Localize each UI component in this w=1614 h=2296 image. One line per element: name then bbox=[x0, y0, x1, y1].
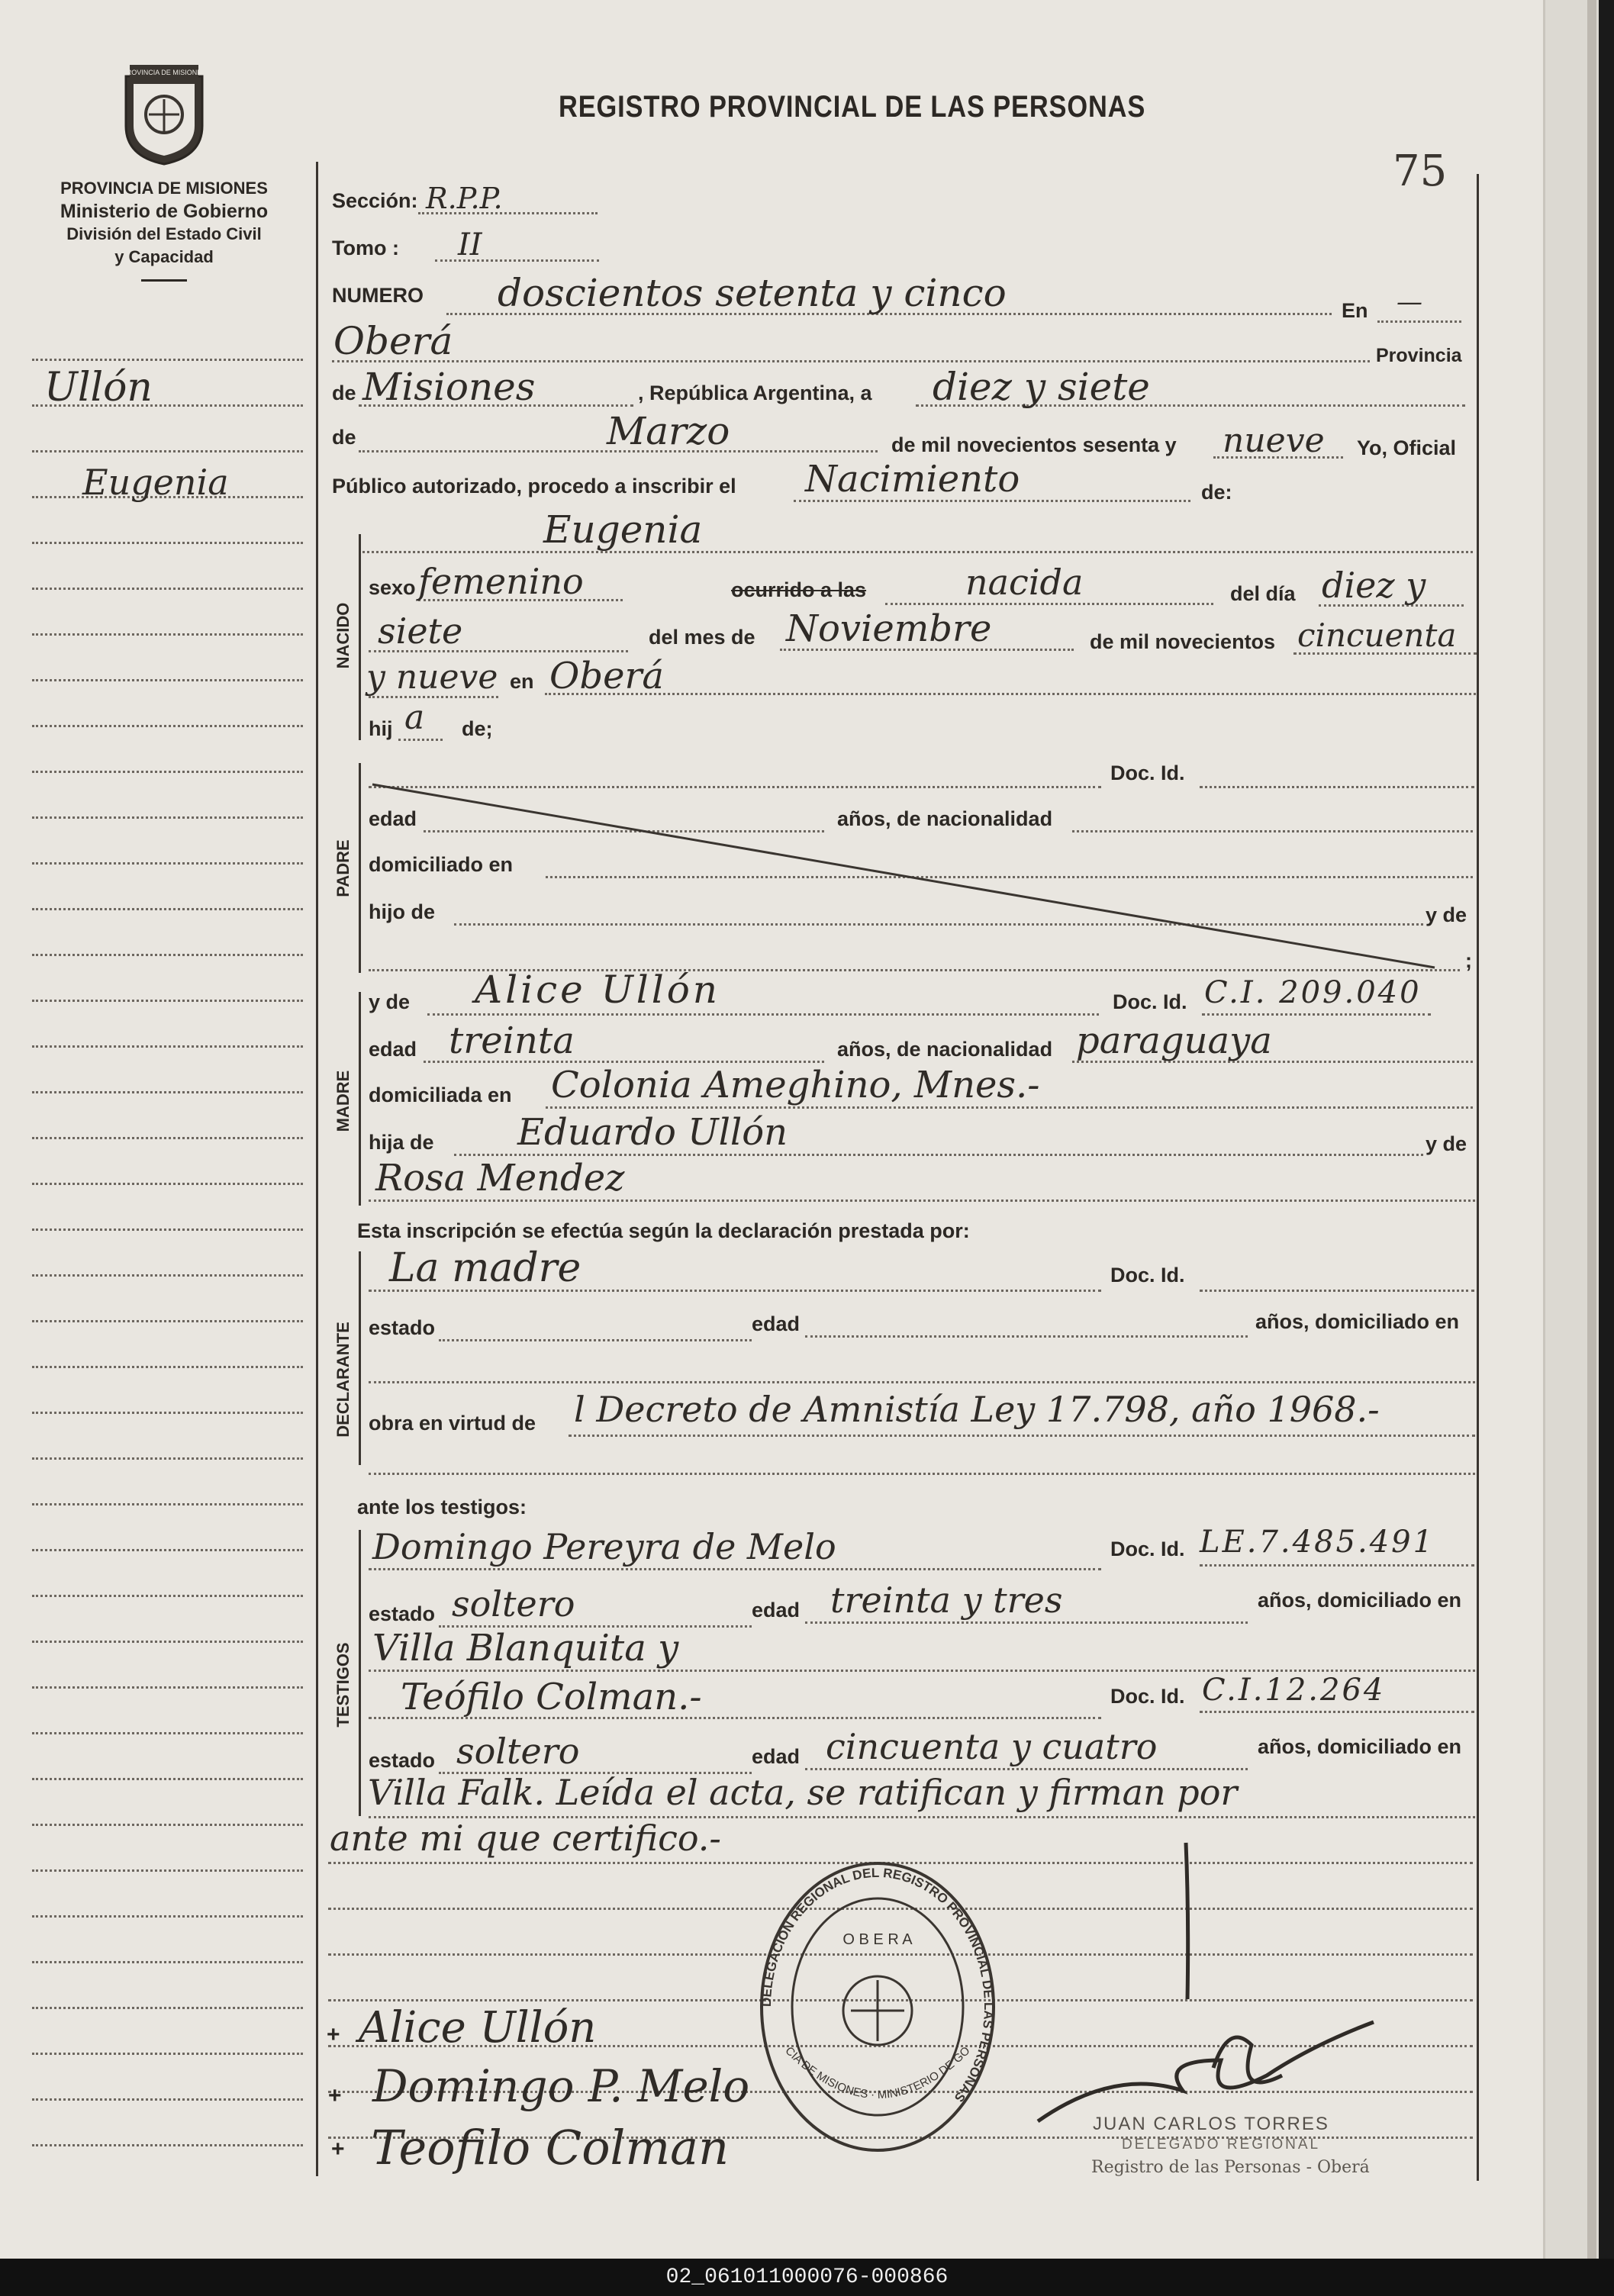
madre-edad-label: edad bbox=[369, 1038, 417, 1061]
act-value: Nacimiento bbox=[805, 458, 1020, 501]
w1-doc-value: LE.7.485.491 bbox=[1200, 1525, 1435, 1560]
madre-name-value: Alice Ullón bbox=[475, 968, 721, 1012]
madre-bracket bbox=[359, 992, 361, 1206]
official-title: DELEGADO REGIONAL bbox=[1122, 2137, 1321, 2153]
declarante-edad-line bbox=[805, 1335, 1248, 1338]
dia-value-2: siete bbox=[378, 610, 463, 652]
padre-edad-label: edad bbox=[369, 807, 417, 830]
sig-plus-3: + bbox=[331, 2137, 345, 2162]
w1-estado-label: estado bbox=[369, 1602, 436, 1625]
margin-ruled-line bbox=[32, 2098, 303, 2101]
testigos-label: TESTIGOS bbox=[333, 1642, 353, 1728]
w1-estado-value: soltero bbox=[452, 1583, 575, 1625]
margin-ruled-line bbox=[32, 1915, 303, 1918]
margin-ruled-line bbox=[32, 1274, 303, 1277]
declarante-estado-label: estado bbox=[369, 1316, 436, 1339]
margin-ruled-line bbox=[32, 725, 303, 727]
svg-text:O B E R A: O B E R A bbox=[842, 1931, 913, 1948]
issuer-line-4: y Capacidad bbox=[114, 247, 214, 266]
declarante-estado-line bbox=[439, 1339, 752, 1341]
nacido-bracket bbox=[359, 534, 361, 740]
province-value: Misiones bbox=[362, 365, 536, 409]
margin-ruled-line bbox=[32, 1732, 303, 1734]
declarante-dom-line bbox=[369, 1381, 1475, 1383]
madre-nacionalidad-label: años, de nacionalidad bbox=[837, 1038, 1053, 1061]
padre-yde-label: y de bbox=[1426, 903, 1467, 926]
year-label: de mil novecientos sesenta y bbox=[891, 433, 1177, 456]
margin-ruled-line bbox=[32, 1137, 303, 1139]
de-colon: de: bbox=[1201, 481, 1232, 504]
testigos-bracket bbox=[359, 1530, 361, 1816]
margin-ruled-line bbox=[32, 1869, 303, 1872]
city-value: Oberá bbox=[333, 319, 453, 363]
w2-estado-label: estado bbox=[369, 1749, 436, 1772]
publico-label: Público autorizado, procedo a inscribir el bbox=[332, 475, 736, 498]
signature-3: Teofilo Colman bbox=[371, 2120, 730, 2175]
day-value: diez y siete bbox=[933, 365, 1150, 409]
margin-ruled-line bbox=[32, 542, 303, 544]
madre-label: MADRE bbox=[333, 1070, 353, 1132]
sexo-value: femenino bbox=[418, 561, 584, 602]
margin-ruled-line bbox=[32, 1503, 303, 1505]
document-title: REGISTRO PROVINCIAL DE LAS PERSONAS bbox=[559, 90, 1146, 124]
margin-ruled-line bbox=[32, 1549, 303, 1551]
margin-ruled-line bbox=[32, 1320, 303, 1322]
republica-label: , República Argentina, a bbox=[638, 382, 872, 404]
ocurrido-label: ocurrido a las bbox=[731, 578, 867, 601]
margin-ruled-line bbox=[32, 2007, 303, 2009]
margin-ruled-line bbox=[32, 1595, 303, 1597]
issuer-underline bbox=[141, 279, 187, 282]
w1-dom-line bbox=[369, 1670, 1475, 1672]
margin-ruled-line bbox=[32, 1183, 303, 1185]
en-label: En bbox=[1342, 299, 1368, 322]
w1-dom-label: años, domiciliado en bbox=[1258, 1589, 1462, 1612]
margin-ruled-line bbox=[32, 588, 303, 590]
declarante-bracket bbox=[359, 1251, 361, 1465]
w2-estado-value: soltero bbox=[456, 1731, 580, 1772]
w1-edad-label: edad bbox=[752, 1599, 801, 1621]
issuer-line-3: División del Estado Civil bbox=[66, 224, 262, 243]
provincia-label: Provincia bbox=[1376, 345, 1462, 366]
numero-label: NUMERO bbox=[332, 284, 424, 307]
madre-domicilio-value: Colonia Ameghino, Mnes.- bbox=[551, 1064, 1040, 1106]
padre-semicolon: ; bbox=[1465, 949, 1472, 972]
mes-label: del mes de bbox=[649, 626, 755, 649]
testigos-intro: ante los testigos: bbox=[357, 1496, 527, 1518]
madre-yde-label: y de bbox=[369, 990, 411, 1013]
name-line bbox=[359, 551, 1473, 553]
hija-label: hij bbox=[369, 717, 393, 740]
oficial-label: Yo, Oficial bbox=[1357, 436, 1457, 459]
margin-ruled-line bbox=[32, 450, 303, 452]
margin-ruled-line bbox=[32, 679, 303, 681]
margin-ruled-line bbox=[32, 816, 303, 819]
issuer-line-1: PROVINCIA DE MISIONES bbox=[60, 179, 268, 198]
margin-ruled-line bbox=[32, 954, 303, 956]
margin-ruled-line bbox=[32, 862, 303, 865]
en-line bbox=[1377, 320, 1461, 323]
seccion-label: Sección: bbox=[332, 189, 418, 212]
margin-ruled-line bbox=[32, 1778, 303, 1780]
hija-value: a bbox=[404, 698, 425, 737]
w1-edad-line bbox=[805, 1621, 1248, 1624]
padre-nacionalidad-label: años, de nacionalidad bbox=[837, 807, 1053, 830]
padre-bracket bbox=[359, 763, 361, 973]
declarante-intro: Esta inscripción se efectúa según la declaración prestada por: bbox=[357, 1219, 970, 1242]
w1-name-value: Domingo Pereyra de Melo bbox=[372, 1526, 836, 1567]
nacido-year-value-2: y nueve bbox=[366, 658, 498, 697]
month-value: Marzo bbox=[607, 409, 730, 453]
declarante-edad-label: edad bbox=[752, 1312, 801, 1335]
madre-mother-line bbox=[369, 1200, 1475, 1202]
declarante-dom-label: años, domiciliado en bbox=[1255, 1310, 1460, 1333]
signature-2: Domingo P. Melo bbox=[372, 2060, 750, 2112]
w2-doc-value: C.I.12.264 bbox=[1202, 1673, 1386, 1708]
madre-name-line bbox=[427, 1013, 1099, 1016]
w1-dom-value: Villa Blanquita y bbox=[372, 1627, 679, 1670]
madre-hija-line bbox=[454, 1154, 1423, 1156]
obra-value: l Decreto de Amnistía Ley 17.798, año 1968.- bbox=[574, 1389, 1380, 1430]
place-value: Oberá bbox=[549, 655, 665, 697]
pen-stroke bbox=[1175, 1839, 1198, 2007]
dia-label: del día bbox=[1230, 582, 1296, 605]
margin-ruled-line bbox=[32, 1045, 303, 1048]
place-line bbox=[545, 693, 1476, 695]
nacido-year-value: cincuenta bbox=[1297, 617, 1457, 654]
official-seal bbox=[755, 1854, 1000, 2159]
margin-ruled-line bbox=[32, 1000, 303, 1002]
official-office: Registro de las Personas - Oberá bbox=[1091, 2158, 1370, 2177]
madre-doc-label: Doc. Id. bbox=[1113, 990, 1187, 1013]
binding-edge bbox=[1587, 0, 1596, 2259]
padre-doc-label: Doc. Id. bbox=[1110, 762, 1185, 784]
signature-1: Alice Ullón bbox=[359, 2003, 597, 2053]
hija-de-label: de; bbox=[462, 717, 493, 740]
margin-ruled-line bbox=[32, 1686, 303, 1689]
margin-ruled-line bbox=[32, 1366, 303, 1368]
page-number: 75 bbox=[1393, 147, 1448, 196]
ocurrido-value: nacida bbox=[965, 562, 1084, 603]
madre-father-value: Eduardo Ullón bbox=[517, 1111, 788, 1154]
margin-ruled-line bbox=[32, 1229, 303, 1231]
w1-doc-line bbox=[1200, 1564, 1474, 1567]
svg-text:PROVINCIA DE MISIONES · MINIST: CIA DE MISIONES · MINISTERIO DE GO bbox=[782, 2044, 973, 2102]
madre-doc-value: C.I. 209.040 bbox=[1204, 975, 1422, 1010]
hija-line bbox=[398, 739, 443, 741]
obra-label: obra en virtud de bbox=[369, 1412, 536, 1435]
mil-label: de mil novecientos bbox=[1090, 630, 1276, 653]
city-line bbox=[332, 360, 1370, 362]
margin-ruled-line bbox=[32, 1961, 303, 1963]
madre-dom-line bbox=[546, 1106, 1473, 1109]
en-value: — bbox=[1397, 287, 1422, 317]
svg-text:PROVINCIA DE MISIONES: PROVINCIA DE MISIONES bbox=[121, 69, 207, 76]
madre-domiciliada-label: domiciliada en bbox=[369, 1084, 512, 1106]
province-crest bbox=[114, 61, 214, 168]
image-code-footer: 02_061011000076-000866 bbox=[0, 2259, 1614, 2296]
nacido-en-label: en bbox=[510, 670, 534, 693]
declarante-doc-label: Doc. Id. bbox=[1110, 1264, 1185, 1286]
madre-yde2-label: y de bbox=[1426, 1132, 1467, 1155]
sig-plus-2: + bbox=[328, 2083, 342, 2108]
mes-value: Noviembre bbox=[786, 607, 992, 650]
madre-nacionalidad-value: paraguaya bbox=[1076, 1019, 1272, 1062]
margin-ruled-line bbox=[32, 2053, 303, 2055]
margin-ruled-line bbox=[32, 633, 303, 636]
right-border bbox=[1477, 174, 1479, 2181]
declarante-name-value: La madre bbox=[389, 1245, 581, 1291]
seccion-value: R.P.P. bbox=[426, 182, 503, 215]
padre-label: PADRE bbox=[333, 839, 353, 897]
nacido-label: NACIDO bbox=[333, 602, 353, 669]
ocurrido-line bbox=[885, 603, 1213, 605]
madre-edad-value: treinta bbox=[449, 1019, 575, 1062]
de-label-1: de bbox=[332, 382, 356, 404]
official-name: JUAN CARLOS TORRES bbox=[1093, 2114, 1329, 2134]
margin-ruled-line bbox=[32, 2144, 303, 2146]
w2-name-value: Teófilo Colman.- bbox=[401, 1676, 702, 1718]
de-label-2: de bbox=[332, 426, 356, 449]
margin-ruled-line bbox=[32, 908, 303, 910]
margin-ruled-line bbox=[32, 1091, 303, 1093]
obra-line bbox=[569, 1435, 1475, 1437]
margin-ruled-line bbox=[32, 1457, 303, 1460]
tomo-label: Tomo : bbox=[332, 237, 399, 259]
w2-dom-label: años, domiciliado en bbox=[1258, 1735, 1462, 1758]
w2-doc-line bbox=[1200, 1711, 1474, 1713]
issuer-line-2: Ministerio de Gobierno bbox=[60, 201, 269, 222]
padre-cancel-stroke bbox=[366, 778, 1450, 977]
madre-mother-value: Rosa Mendez bbox=[375, 1157, 625, 1200]
w1-name-line bbox=[369, 1568, 1101, 1570]
w2-dom-value: Villa Falk. Leída el acta, se ratifican y firman por bbox=[368, 1772, 1238, 1813]
padre-domiciliado-label: domiciliado en bbox=[369, 853, 514, 876]
margin-divider bbox=[316, 162, 318, 2176]
margin-ruled-line bbox=[32, 1641, 303, 1643]
w1-doc-label: Doc. Id. bbox=[1110, 1538, 1185, 1560]
w1-edad-value: treinta y tres bbox=[830, 1580, 1063, 1621]
issuer-block bbox=[15, 177, 313, 282]
madre-doc-line bbox=[1202, 1013, 1431, 1016]
w2-edad-label: edad bbox=[752, 1745, 801, 1768]
w2-edad-line bbox=[805, 1768, 1248, 1770]
dia-value: diez y bbox=[1322, 565, 1426, 606]
margin-ruled-line bbox=[32, 1824, 303, 1826]
year-value: nueve bbox=[1223, 421, 1325, 460]
margin-ruled-line bbox=[32, 771, 303, 773]
declarante-extra-line bbox=[369, 1473, 1475, 1475]
sig-plus-1: + bbox=[327, 2022, 340, 2047]
declarante-doc-line bbox=[1200, 1290, 1474, 1292]
sexo-label: sexo bbox=[369, 576, 416, 599]
name-value: Eugenia bbox=[543, 507, 703, 552]
svg-text:DELEGACION REGIONAL DEL REGIST: DELEGACION REGIONAL DEL REGISTRO PROVINCIAL DE LAS PERSONAS bbox=[759, 1865, 997, 2105]
margin-ruled-line bbox=[32, 359, 303, 361]
padre-hijo-label: hijo de bbox=[369, 900, 435, 923]
margin-given-name: Eugenia bbox=[82, 462, 229, 503]
margin-ruled-line bbox=[32, 1412, 303, 1414]
closing-value: ante mi que certifico.- bbox=[330, 1818, 721, 1859]
numero-value: doscientos setenta y cinco bbox=[498, 271, 1007, 315]
declarante-label: DECLARANTE bbox=[333, 1322, 353, 1438]
w2-edad-value: cincuenta y cuatro bbox=[826, 1726, 1158, 1767]
w2-doc-label: Doc. Id. bbox=[1110, 1685, 1185, 1708]
madre-hija-label: hija de bbox=[369, 1131, 434, 1154]
tomo-value: II bbox=[458, 227, 482, 262]
margin-surname: Ullón bbox=[44, 365, 153, 411]
